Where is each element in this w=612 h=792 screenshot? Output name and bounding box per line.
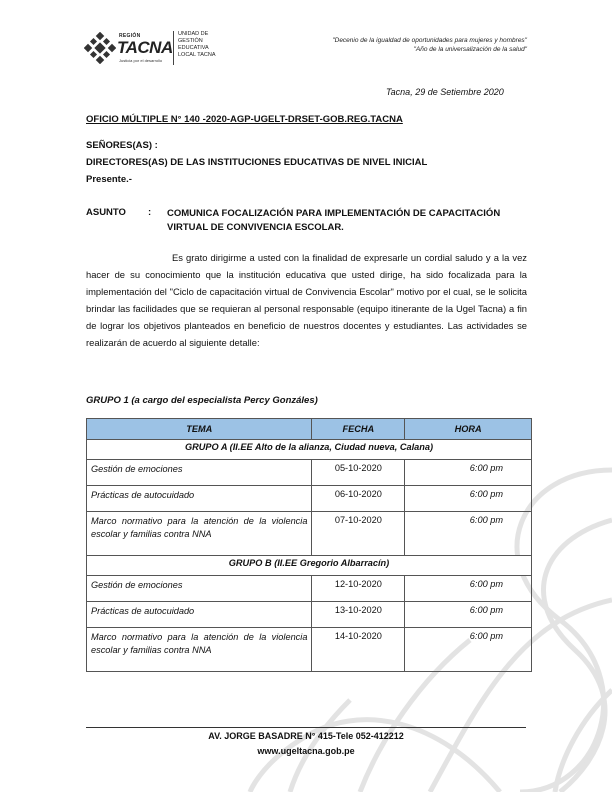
table-header-row bbox=[87, 419, 532, 440]
row-hora: 6:00 pm bbox=[405, 602, 532, 628]
logo-divider bbox=[173, 31, 174, 65]
letter-body: Es grato dirigirme a usted con la finalidad de expresarle un cordial saludo y a la vez hacer de su conocimiento que la institución educativa que usted dirige, ha sido focalizada para la implementación del "Ciclo de capacitación virtual de Convivencia Escolar" motivo por el cual, se le solicita brindar las facilidades que se requieran al personal responsable (equipo itinerante de la Ugel Tacna) a fin de lograr los objetivos planteados en beneficio de nuestros docentes y estudiantes. Las actividades se realizarán de acuerdo al siguiente detalle: bbox=[86, 252, 527, 348]
row-fecha: 12-10-2020 bbox=[312, 576, 405, 602]
row-fecha: 06-10-2020 bbox=[312, 486, 405, 512]
footer-website[interactable]: www.ugeltacna.gob.pe bbox=[257, 746, 355, 756]
asunto-label: ASUNTO bbox=[86, 207, 126, 218]
header-motto bbox=[332, 36, 527, 54]
group-title: GRUPO 1 (a cargo del especialista Percy Gonzáles) bbox=[86, 395, 318, 406]
row-fecha: 07-10-2020 bbox=[312, 512, 405, 556]
logo-name: TACNA bbox=[117, 38, 173, 57]
oficio-number: OFICIO MÚLTIPLE N° 140 -2020-AGP-UGELT-DRSET-GOB.REG.TACNA bbox=[86, 114, 403, 125]
logo-unit-line: LOCAL TACNA bbox=[178, 52, 216, 58]
logo-unit-line: GESTIÓN bbox=[178, 38, 203, 44]
row-hora: 6:00 pm bbox=[405, 486, 532, 512]
row-hora: 6:00 pm bbox=[405, 628, 532, 672]
schedule-table bbox=[86, 418, 532, 672]
logo-unit-line: UNIDAD DE bbox=[178, 31, 209, 37]
row-hora: 6:00 pm bbox=[405, 460, 532, 486]
row-tema: Marco normativo para la atención de la violencia escolar y familias contra NNA bbox=[87, 512, 312, 556]
logo-unit-line: EDUCATIVA bbox=[178, 45, 209, 51]
row-fecha: 05-10-2020 bbox=[312, 460, 405, 486]
header-fecha: FECHA bbox=[312, 419, 405, 440]
addressee-recipients: DIRECTORES(AS) DE LAS INSTITUCIONES EDUCATIVAS DE NIVEL INICIAL bbox=[86, 157, 428, 168]
group-b-name: GRUPO B (II.EE Gregorio Albarracín) bbox=[87, 556, 532, 576]
group-row bbox=[87, 556, 532, 576]
table-row bbox=[87, 460, 532, 486]
ugel-logo bbox=[84, 30, 214, 68]
row-tema: Prácticas de autocuidado bbox=[87, 486, 312, 512]
logo-tagline: Justicia por el desarrollo bbox=[119, 58, 163, 63]
row-tema: Gestión de emociones bbox=[87, 460, 312, 486]
table-row bbox=[87, 486, 532, 512]
addressee-presente: Presente.- bbox=[86, 174, 132, 185]
table-row bbox=[87, 512, 532, 556]
row-tema: Marco normativo para la atención de la violencia escolar y familias contra NNA bbox=[87, 628, 312, 672]
asunto-separator: : bbox=[148, 207, 152, 218]
table-row bbox=[87, 602, 532, 628]
logo-symbol-icon bbox=[84, 32, 116, 64]
row-tema: Gestión de emociones bbox=[87, 576, 312, 602]
logo-unit-name bbox=[178, 31, 238, 59]
group-a-name: GRUPO A (II.EE Alto de la alianza, Ciudad nueva, Calana) bbox=[87, 440, 532, 460]
row-hora: 6:00 pm bbox=[405, 576, 532, 602]
footer-divider bbox=[86, 727, 526, 728]
addressee-title: SEÑORES(AS) : bbox=[86, 140, 158, 151]
table-row bbox=[87, 576, 532, 602]
table-row bbox=[87, 628, 532, 672]
row-tema: Prácticas de autocuidado bbox=[87, 602, 312, 628]
row-fecha: 14-10-2020 bbox=[312, 628, 405, 672]
row-fecha: 13-10-2020 bbox=[312, 602, 405, 628]
motto-line-1: "Decenio de la igualdad de oportunidades para mujeres y hombres" bbox=[332, 37, 527, 44]
row-hora: 6:00 pm bbox=[405, 512, 532, 556]
logo-region-label: REGIÓN bbox=[119, 33, 141, 39]
letter-date: Tacna, 29 de Setiembre 2020 bbox=[386, 87, 504, 97]
footer-address: AV. JORGE BASADRE N° 415-Tele 052-412212 bbox=[208, 731, 404, 741]
asunto-text: COMUNICA FOCALIZACIÓN PARA IMPLEMENTACIÓN DE CAPACITACIÓN VIRTUAL DE CONVIVENCIA ESCOLAR. bbox=[167, 208, 501, 233]
group-row bbox=[87, 440, 532, 460]
motto-line-2: "Año de la universalización de la salud" bbox=[413, 46, 527, 53]
header-tema: TEMA bbox=[87, 419, 312, 440]
header-hora: HORA bbox=[405, 419, 532, 440]
